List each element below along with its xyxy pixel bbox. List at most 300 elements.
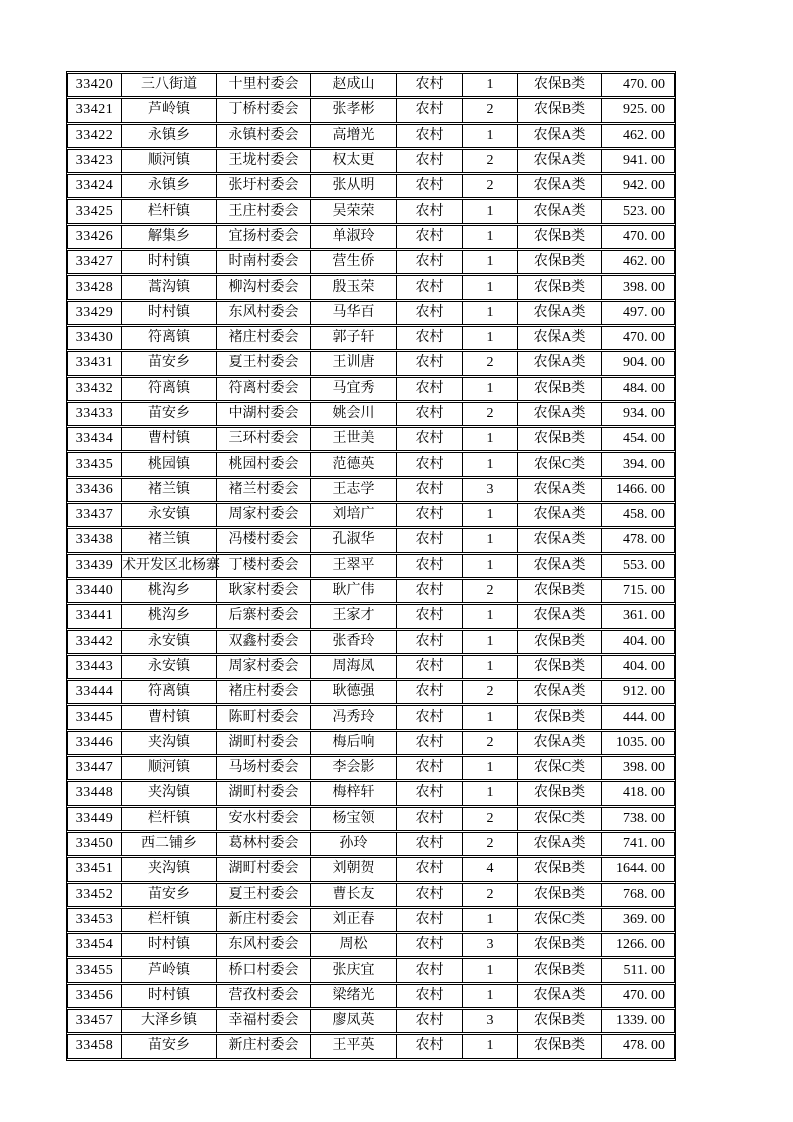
cell-serial_number: 33458 (67, 1034, 121, 1058)
cell-person_name: 姚会川 (310, 402, 396, 426)
cell-person_name: 耿广伟 (310, 579, 396, 603)
table-row (67, 756, 675, 780)
cell-village_committee: 丁桥村委会 (216, 98, 310, 122)
cell-serial_number: 33423 (67, 149, 121, 173)
cell-amount: 768. 00 (601, 883, 675, 907)
table-row (67, 452, 675, 476)
cell-insurance_category: 农保C类 (517, 807, 601, 831)
cell-insurance_category: 农保B类 (517, 225, 601, 249)
cell-township: 夹沟镇 (121, 731, 216, 755)
cell-insurance_category: 农保C类 (517, 908, 601, 932)
cell-amount: 553. 00 (601, 554, 675, 578)
cell-person_count: 1 (462, 73, 517, 97)
table-row (67, 781, 675, 805)
insurance-roster-table-body (67, 73, 675, 1059)
cell-township: 苗安乡 (121, 402, 216, 426)
cell-serial_number: 33422 (67, 124, 121, 148)
table-row (67, 377, 675, 401)
cell-insurance_category: 农保B类 (517, 655, 601, 679)
cell-insurance_category: 农保B类 (517, 1009, 601, 1033)
cell-amount: 470. 00 (601, 73, 675, 97)
cell-person_count: 2 (462, 883, 517, 907)
table-row (67, 807, 675, 831)
cell-person_count: 1 (462, 250, 517, 274)
cell-person_count: 3 (462, 933, 517, 957)
cell-township: 芦岭镇 (121, 98, 216, 122)
table-row (67, 225, 675, 249)
cell-serial_number: 33434 (67, 427, 121, 451)
table-row (67, 478, 675, 502)
cell-residence_type: 农村 (396, 326, 462, 350)
cell-village_committee: 桃园村委会 (216, 452, 310, 476)
cell-person_name: 耿德强 (310, 680, 396, 704)
cell-residence_type: 农村 (396, 958, 462, 982)
cell-person_name: 刘正春 (310, 908, 396, 932)
cell-township: 苗安乡 (121, 351, 216, 375)
cell-village_committee: 三环村委会 (216, 427, 310, 451)
cell-insurance_category: 农保B类 (517, 427, 601, 451)
cell-amount: 904. 00 (601, 351, 675, 375)
cell-person_name: 王翠平 (310, 554, 396, 578)
cell-person_count: 2 (462, 174, 517, 198)
cell-insurance_category: 农保B类 (517, 579, 601, 603)
cell-village_committee: 中湖村委会 (216, 402, 310, 426)
cell-insurance_category: 农保C类 (517, 452, 601, 476)
cell-village_committee: 马场村委会 (216, 756, 310, 780)
cell-township: 栏杆镇 (121, 908, 216, 932)
cell-person_name: 马宜秀 (310, 377, 396, 401)
cell-residence_type: 农村 (396, 756, 462, 780)
cell-person_name: 杨宝领 (310, 807, 396, 831)
cell-township: 顺河镇 (121, 149, 216, 173)
cell-township: 蒿沟镇 (121, 275, 216, 299)
cell-insurance_category: 农保A类 (517, 832, 601, 856)
cell-village_committee: 安水村委会 (216, 807, 310, 831)
cell-township: 栏杆镇 (121, 807, 216, 831)
cell-person_name: 王家才 (310, 604, 396, 628)
cell-serial_number: 33438 (67, 528, 121, 552)
cell-person_name: 郭子轩 (310, 326, 396, 350)
cell-township: 永安镇 (121, 655, 216, 679)
cell-insurance_category: 农保A类 (517, 478, 601, 502)
cell-person_count: 1 (462, 528, 517, 552)
cell-person_count: 1 (462, 958, 517, 982)
cell-person_name: 梅梓轩 (310, 781, 396, 805)
cell-village_committee: 夏王村委会 (216, 351, 310, 375)
cell-township: 褚兰镇 (121, 478, 216, 502)
cell-person_count: 2 (462, 680, 517, 704)
table-row (67, 275, 675, 299)
cell-insurance_category: 农保B类 (517, 630, 601, 654)
cell-insurance_category: 农保A类 (517, 199, 601, 223)
table-row (67, 554, 675, 578)
cell-insurance_category: 农保A类 (517, 604, 601, 628)
cell-person_count: 4 (462, 857, 517, 881)
cell-person_name: 单淑玲 (310, 225, 396, 249)
cell-person_count: 1 (462, 705, 517, 729)
cell-insurance_category: 农保B类 (517, 377, 601, 401)
cell-township: 褚兰镇 (121, 528, 216, 552)
cell-person_count: 1 (462, 124, 517, 148)
cell-amount: 478. 00 (601, 528, 675, 552)
cell-village_committee: 冯楼村委会 (216, 528, 310, 552)
cell-serial_number: 33429 (67, 301, 121, 325)
cell-person_name: 范德英 (310, 452, 396, 476)
cell-township: 芦岭镇 (121, 958, 216, 982)
cell-insurance_category: 农保A类 (517, 503, 601, 527)
cell-person_name: 权太更 (310, 149, 396, 173)
cell-insurance_category: 农保B类 (517, 275, 601, 299)
table-row (67, 731, 675, 755)
cell-township: 桃沟乡 (121, 604, 216, 628)
cell-amount: 394. 00 (601, 452, 675, 476)
cell-village_committee: 张圩村委会 (216, 174, 310, 198)
cell-insurance_category: 农保A类 (517, 680, 601, 704)
cell-township: 苗安乡 (121, 883, 216, 907)
cell-person_count: 2 (462, 807, 517, 831)
cell-person_name: 殷玉荣 (310, 275, 396, 299)
cell-residence_type: 农村 (396, 1009, 462, 1033)
cell-amount: 925. 00 (601, 98, 675, 122)
cell-township: 栏杆镇 (121, 199, 216, 223)
cell-person_name: 周海凤 (310, 655, 396, 679)
cell-person_name: 张香玲 (310, 630, 396, 654)
cell-insurance_category: 农保B类 (517, 705, 601, 729)
cell-residence_type: 农村 (396, 857, 462, 881)
cell-township: 永镇乡 (121, 174, 216, 198)
cell-residence_type: 农村 (396, 630, 462, 654)
cell-serial_number: 33449 (67, 807, 121, 831)
cell-person_name: 廖凤英 (310, 1009, 396, 1033)
cell-person_count: 1 (462, 604, 517, 628)
cell-amount: 715. 00 (601, 579, 675, 603)
cell-village_committee: 时南村委会 (216, 250, 310, 274)
cell-serial_number: 33452 (67, 883, 121, 907)
cell-township: 时村镇 (121, 933, 216, 957)
cell-residence_type: 农村 (396, 174, 462, 198)
cell-insurance_category: 农保A类 (517, 174, 601, 198)
table-row (67, 73, 675, 97)
cell-person_count: 2 (462, 579, 517, 603)
table-row (67, 984, 675, 1008)
cell-residence_type: 农村 (396, 554, 462, 578)
cell-amount: 941. 00 (601, 149, 675, 173)
cell-person_count: 1 (462, 427, 517, 451)
table-row (67, 655, 675, 679)
table-row (67, 250, 675, 274)
cell-amount: 470. 00 (601, 225, 675, 249)
cell-residence_type: 农村 (396, 149, 462, 173)
cell-residence_type: 农村 (396, 1034, 462, 1058)
cell-serial_number: 33442 (67, 630, 121, 654)
table-row (67, 883, 675, 907)
cell-insurance_category: 农保A类 (517, 149, 601, 173)
cell-serial_number: 33445 (67, 705, 121, 729)
cell-person_name: 王世美 (310, 427, 396, 451)
cell-residence_type: 农村 (396, 832, 462, 856)
cell-serial_number: 33439 (67, 554, 121, 578)
cell-amount: 458. 00 (601, 503, 675, 527)
table-row (67, 630, 675, 654)
cell-residence_type: 农村 (396, 250, 462, 274)
cell-person_name: 曹长友 (310, 883, 396, 907)
table-row (67, 1009, 675, 1033)
cell-amount: 404. 00 (601, 655, 675, 679)
cell-amount: 444. 00 (601, 705, 675, 729)
cell-village_committee: 丁楼村委会 (216, 554, 310, 578)
cell-amount: 511. 00 (601, 958, 675, 982)
cell-residence_type: 农村 (396, 351, 462, 375)
cell-serial_number: 33443 (67, 655, 121, 679)
cell-village_committee: 王庄村委会 (216, 199, 310, 223)
cell-residence_type: 农村 (396, 301, 462, 325)
cell-person_name: 张庆宜 (310, 958, 396, 982)
cell-person_count: 2 (462, 731, 517, 755)
cell-person_name: 营生侨 (310, 250, 396, 274)
cell-person_name: 刘朝贺 (310, 857, 396, 881)
cell-township: 夹沟镇 (121, 857, 216, 881)
cell-person_count: 3 (462, 1009, 517, 1033)
cell-amount: 398. 00 (601, 275, 675, 299)
cell-insurance_category: 农保A类 (517, 351, 601, 375)
cell-person_count: 2 (462, 98, 517, 122)
cell-township: 时村镇 (121, 301, 216, 325)
cell-amount: 523. 00 (601, 199, 675, 223)
cell-amount: 454. 00 (601, 427, 675, 451)
cell-amount: 398. 00 (601, 756, 675, 780)
cell-township: 桃园镇 (121, 452, 216, 476)
cell-serial_number: 33453 (67, 908, 121, 932)
cell-person_count: 1 (462, 275, 517, 299)
cell-serial_number: 33456 (67, 984, 121, 1008)
cell-village_committee: 营孜村委会 (216, 984, 310, 1008)
cell-residence_type: 农村 (396, 705, 462, 729)
cell-person_count: 2 (462, 351, 517, 375)
cell-residence_type: 农村 (396, 680, 462, 704)
table-row (67, 402, 675, 426)
cell-residence_type: 农村 (396, 377, 462, 401)
cell-amount: 497. 00 (601, 301, 675, 325)
cell-village_committee: 湖町村委会 (216, 857, 310, 881)
cell-person_name: 孔淑华 (310, 528, 396, 552)
cell-person_count: 1 (462, 199, 517, 223)
table-row (67, 124, 675, 148)
table-row (67, 933, 675, 957)
table-row (67, 579, 675, 603)
cell-person_count: 1 (462, 377, 517, 401)
cell-village_committee: 周家村委会 (216, 503, 310, 527)
cell-amount: 912. 00 (601, 680, 675, 704)
cell-serial_number: 33450 (67, 832, 121, 856)
cell-person_name: 马华百 (310, 301, 396, 325)
cell-insurance_category: 农保B类 (517, 73, 601, 97)
cell-person_name: 孙玲 (310, 832, 396, 856)
cell-insurance_category: 农保A类 (517, 528, 601, 552)
cell-township: 永安镇 (121, 630, 216, 654)
cell-residence_type: 农村 (396, 731, 462, 755)
table-row (67, 1034, 675, 1058)
table-row (67, 958, 675, 982)
cell-serial_number: 33437 (67, 503, 121, 527)
cell-township: 夹沟镇 (121, 781, 216, 805)
table-row (67, 503, 675, 527)
cell-village_committee: 湖町村委会 (216, 781, 310, 805)
cell-township: 曹村镇 (121, 705, 216, 729)
cell-township: 曹村镇 (121, 427, 216, 451)
cell-residence_type: 农村 (396, 478, 462, 502)
cell-person_count: 1 (462, 984, 517, 1008)
cell-village_committee: 葛林村委会 (216, 832, 310, 856)
cell-residence_type: 农村 (396, 933, 462, 957)
cell-residence_type: 农村 (396, 604, 462, 628)
cell-amount: 934. 00 (601, 402, 675, 426)
cell-serial_number: 33435 (67, 452, 121, 476)
cell-township: 符离镇 (121, 326, 216, 350)
cell-insurance_category: 农保B类 (517, 98, 601, 122)
cell-person_name: 王平英 (310, 1034, 396, 1058)
cell-serial_number: 33440 (67, 579, 121, 603)
table-row (67, 528, 675, 552)
cell-village_committee: 夏王村委会 (216, 883, 310, 907)
cell-serial_number: 33447 (67, 756, 121, 780)
cell-serial_number: 33425 (67, 199, 121, 223)
cell-village_committee: 东风村委会 (216, 301, 310, 325)
cell-serial_number: 33444 (67, 680, 121, 704)
cell-person_name: 梁绪光 (310, 984, 396, 1008)
cell-residence_type: 农村 (396, 199, 462, 223)
cell-person_name: 吴荣荣 (310, 199, 396, 223)
cell-person_count: 2 (462, 832, 517, 856)
cell-serial_number: 33441 (67, 604, 121, 628)
cell-residence_type: 农村 (396, 807, 462, 831)
cell-person_name: 李会影 (310, 756, 396, 780)
cell-residence_type: 农村 (396, 579, 462, 603)
cell-residence_type: 农村 (396, 781, 462, 805)
cell-village_committee: 周家村委会 (216, 655, 310, 679)
cell-person_name: 刘培广 (310, 503, 396, 527)
cell-township: 术开发区北杨寨 (121, 554, 216, 578)
cell-township: 符离镇 (121, 680, 216, 704)
cell-village_committee: 新庄村委会 (216, 908, 310, 932)
cell-township: 符离镇 (121, 377, 216, 401)
cell-person_count: 2 (462, 149, 517, 173)
cell-village_committee: 后寨村委会 (216, 604, 310, 628)
cell-village_committee: 湖町村委会 (216, 731, 310, 755)
cell-insurance_category: 农保A类 (517, 326, 601, 350)
cell-township: 大泽乡镇 (121, 1009, 216, 1033)
table-row (67, 908, 675, 932)
cell-person_name: 高增光 (310, 124, 396, 148)
cell-insurance_category: 农保B类 (517, 933, 601, 957)
cell-person_name: 周松 (310, 933, 396, 957)
cell-residence_type: 农村 (396, 528, 462, 552)
cell-residence_type: 农村 (396, 402, 462, 426)
cell-serial_number: 33436 (67, 478, 121, 502)
cell-residence_type: 农村 (396, 73, 462, 97)
cell-amount: 738. 00 (601, 807, 675, 831)
cell-serial_number: 33421 (67, 98, 121, 122)
cell-person_count: 1 (462, 756, 517, 780)
cell-amount: 484. 00 (601, 377, 675, 401)
cell-township: 永镇乡 (121, 124, 216, 148)
cell-township: 桃沟乡 (121, 579, 216, 603)
cell-serial_number: 33446 (67, 731, 121, 755)
cell-person_count: 1 (462, 452, 517, 476)
cell-village_committee: 新庄村委会 (216, 1034, 310, 1058)
cell-insurance_category: 农保A类 (517, 402, 601, 426)
cell-village_committee: 褚庄村委会 (216, 326, 310, 350)
cell-residence_type: 农村 (396, 452, 462, 476)
cell-person_name: 冯秀玲 (310, 705, 396, 729)
cell-person_count: 1 (462, 781, 517, 805)
cell-insurance_category: 农保B类 (517, 1034, 601, 1058)
table-row (67, 832, 675, 856)
cell-residence_type: 农村 (396, 225, 462, 249)
cell-serial_number: 33430 (67, 326, 121, 350)
cell-village_committee: 幸福村委会 (216, 1009, 310, 1033)
cell-amount: 1266. 00 (601, 933, 675, 957)
cell-township: 苗安乡 (121, 1034, 216, 1058)
cell-amount: 470. 00 (601, 326, 675, 350)
cell-residence_type: 农村 (396, 275, 462, 299)
cell-township: 西二铺乡 (121, 832, 216, 856)
cell-serial_number: 33448 (67, 781, 121, 805)
cell-village_committee: 桥口村委会 (216, 958, 310, 982)
cell-amount: 1644. 00 (601, 857, 675, 881)
table-row (67, 98, 675, 122)
table-row (67, 174, 675, 198)
cell-serial_number: 33457 (67, 1009, 121, 1033)
cell-person_count: 1 (462, 554, 517, 578)
cell-amount: 418. 00 (601, 781, 675, 805)
cell-village_committee: 柳沟村委会 (216, 275, 310, 299)
cell-person_count: 1 (462, 655, 517, 679)
cell-village_committee: 十里村委会 (216, 73, 310, 97)
cell-person_count: 2 (462, 402, 517, 426)
cell-residence_type: 农村 (396, 124, 462, 148)
cell-amount: 404. 00 (601, 630, 675, 654)
cell-person_count: 1 (462, 326, 517, 350)
table-row (67, 705, 675, 729)
cell-insurance_category: 农保A类 (517, 124, 601, 148)
cell-village_committee: 陈町村委会 (216, 705, 310, 729)
cell-village_committee: 双鑫村委会 (216, 630, 310, 654)
cell-amount: 462. 00 (601, 250, 675, 274)
cell-amount: 361. 00 (601, 604, 675, 628)
cell-village_committee: 褚庄村委会 (216, 680, 310, 704)
cell-serial_number: 33426 (67, 225, 121, 249)
cell-insurance_category: 农保B类 (517, 250, 601, 274)
cell-serial_number: 33431 (67, 351, 121, 375)
cell-serial_number: 33428 (67, 275, 121, 299)
cell-person_count: 3 (462, 478, 517, 502)
cell-residence_type: 农村 (396, 427, 462, 451)
cell-amount: 369. 00 (601, 908, 675, 932)
cell-serial_number: 33455 (67, 958, 121, 982)
cell-person_count: 1 (462, 225, 517, 249)
cell-village_committee: 王垅村委会 (216, 149, 310, 173)
cell-insurance_category: 农保B类 (517, 958, 601, 982)
cell-insurance_category: 农保A类 (517, 984, 601, 1008)
cell-person_count: 1 (462, 1034, 517, 1058)
cell-person_count: 1 (462, 301, 517, 325)
cell-residence_type: 农村 (396, 883, 462, 907)
cell-village_committee: 宜扬村委会 (216, 225, 310, 249)
cell-village_committee: 褚兰村委会 (216, 478, 310, 502)
cell-serial_number: 33420 (67, 73, 121, 97)
cell-insurance_category: 农保B类 (517, 857, 601, 881)
cell-amount: 478. 00 (601, 1034, 675, 1058)
